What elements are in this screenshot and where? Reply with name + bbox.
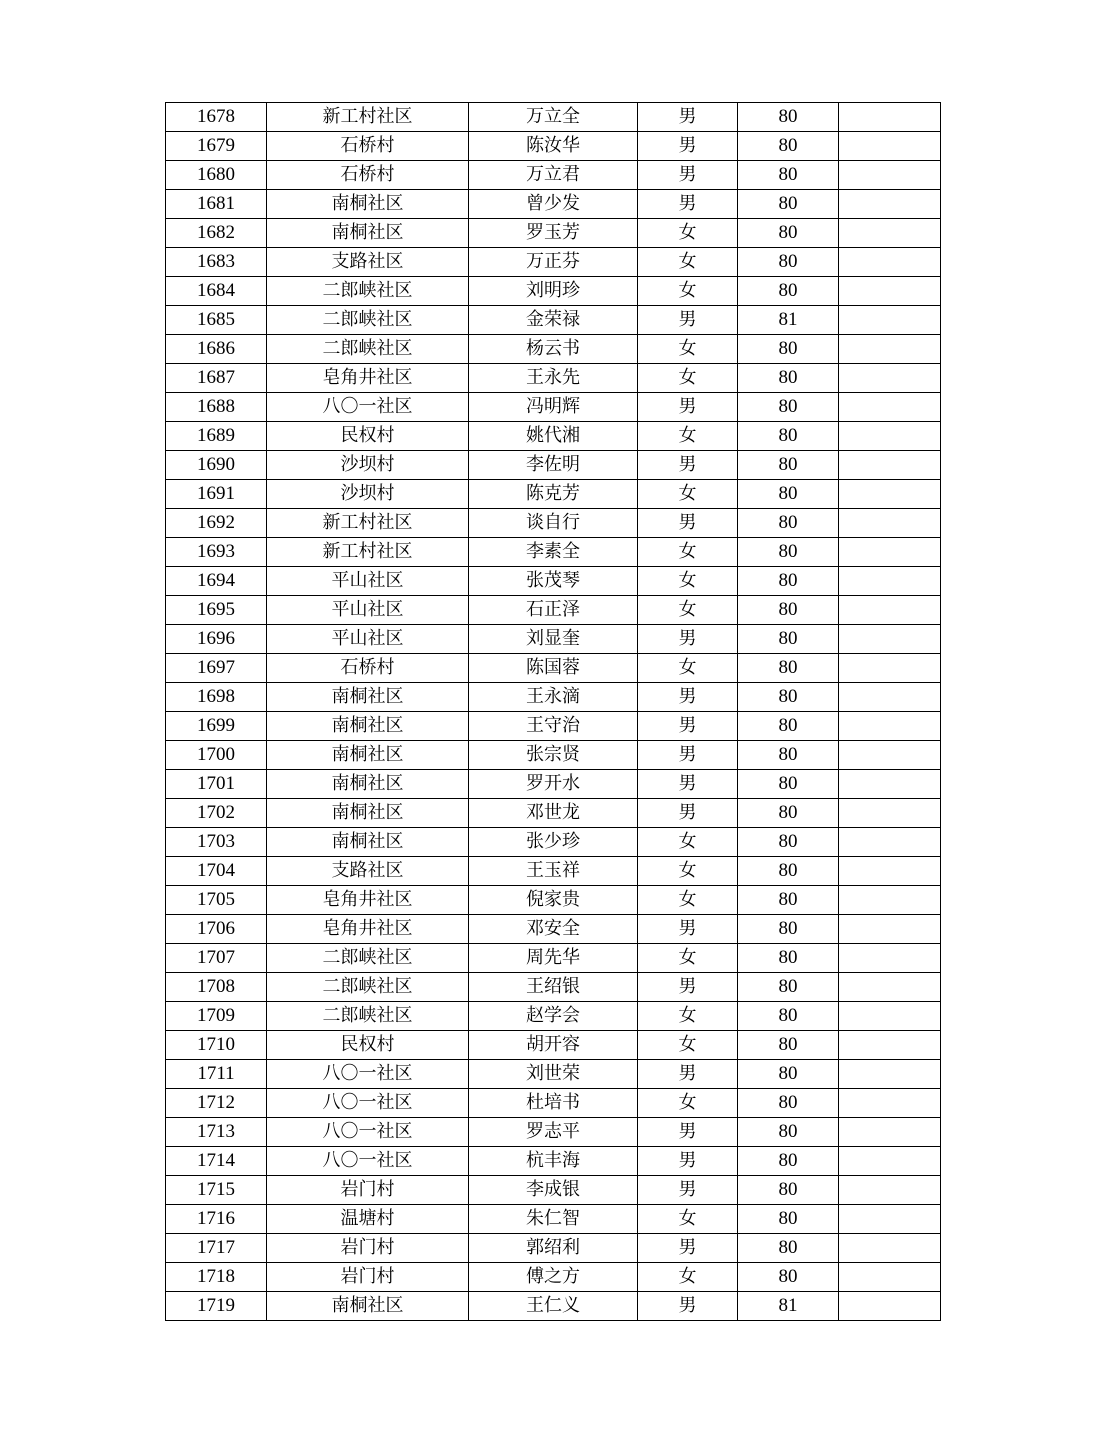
age-cell: 80 xyxy=(738,625,839,654)
table-row xyxy=(166,1176,941,1205)
gender-cell: 男 xyxy=(638,1060,738,1089)
name-cell: 王永先 xyxy=(469,364,638,393)
table-row xyxy=(166,1263,941,1292)
serial-number-cell: 1707 xyxy=(166,944,267,973)
name-cell: 李佐明 xyxy=(469,451,638,480)
name-cell: 罗玉芳 xyxy=(469,219,638,248)
community-cell: 沙坝村 xyxy=(267,451,469,480)
serial-number-cell: 1692 xyxy=(166,509,267,538)
community-cell: 皂角井社区 xyxy=(267,886,469,915)
serial-number-cell: 1686 xyxy=(166,335,267,364)
table-row xyxy=(166,161,941,190)
gender-cell: 女 xyxy=(638,1031,738,1060)
remark-cell xyxy=(839,915,941,944)
gender-cell: 女 xyxy=(638,828,738,857)
age-cell: 80 xyxy=(738,886,839,915)
remark-cell xyxy=(839,103,941,132)
serial-number-cell: 1716 xyxy=(166,1205,267,1234)
table-row xyxy=(166,480,941,509)
age-cell: 80 xyxy=(738,538,839,567)
remark-cell xyxy=(839,364,941,393)
table-row xyxy=(166,741,941,770)
remark-cell xyxy=(839,1089,941,1118)
name-cell: 郭绍利 xyxy=(469,1234,638,1263)
serial-number-cell: 1680 xyxy=(166,161,267,190)
age-cell: 80 xyxy=(738,1118,839,1147)
gender-cell: 男 xyxy=(638,190,738,219)
serial-number-cell: 1701 xyxy=(166,770,267,799)
serial-number-cell: 1717 xyxy=(166,1234,267,1263)
serial-number-cell: 1681 xyxy=(166,190,267,219)
community-cell: 民权村 xyxy=(267,422,469,451)
table-row xyxy=(166,277,941,306)
remark-cell xyxy=(839,596,941,625)
community-cell: 二郎峡社区 xyxy=(267,335,469,364)
table-row xyxy=(166,248,941,277)
gender-cell: 男 xyxy=(638,712,738,741)
remark-cell xyxy=(839,538,941,567)
table-row xyxy=(166,190,941,219)
serial-number-cell: 1711 xyxy=(166,1060,267,1089)
table-row xyxy=(166,770,941,799)
table-row xyxy=(166,1118,941,1147)
age-cell: 80 xyxy=(738,161,839,190)
age-cell: 80 xyxy=(738,364,839,393)
community-cell: 八〇一社区 xyxy=(267,1089,469,1118)
serial-number-cell: 1696 xyxy=(166,625,267,654)
remark-cell xyxy=(839,741,941,770)
roster-table xyxy=(165,102,941,1321)
gender-cell: 女 xyxy=(638,944,738,973)
age-cell: 80 xyxy=(738,654,839,683)
roster-table-body xyxy=(166,103,941,1321)
remark-cell xyxy=(839,1118,941,1147)
community-cell: 支路社区 xyxy=(267,248,469,277)
table-row xyxy=(166,596,941,625)
serial-number-cell: 1714 xyxy=(166,1147,267,1176)
community-cell: 新工村社区 xyxy=(267,509,469,538)
age-cell: 80 xyxy=(738,799,839,828)
community-cell: 石桥村 xyxy=(267,161,469,190)
name-cell: 刘明珍 xyxy=(469,277,638,306)
name-cell: 王玉祥 xyxy=(469,857,638,886)
gender-cell: 男 xyxy=(638,915,738,944)
community-cell: 八〇一社区 xyxy=(267,1060,469,1089)
age-cell: 80 xyxy=(738,712,839,741)
name-cell: 曾少发 xyxy=(469,190,638,219)
serial-number-cell: 1678 xyxy=(166,103,267,132)
gender-cell: 女 xyxy=(638,1263,738,1292)
remark-cell xyxy=(839,161,941,190)
name-cell: 李成银 xyxy=(469,1176,638,1205)
age-cell: 81 xyxy=(738,306,839,335)
community-cell: 岩门村 xyxy=(267,1234,469,1263)
community-cell: 二郎峡社区 xyxy=(267,306,469,335)
community-cell: 石桥村 xyxy=(267,132,469,161)
name-cell: 陈克芳 xyxy=(469,480,638,509)
serial-number-cell: 1700 xyxy=(166,741,267,770)
age-cell: 80 xyxy=(738,219,839,248)
name-cell: 张少珍 xyxy=(469,828,638,857)
remark-cell xyxy=(839,857,941,886)
gender-cell: 男 xyxy=(638,306,738,335)
serial-number-cell: 1698 xyxy=(166,683,267,712)
name-cell: 张宗贤 xyxy=(469,741,638,770)
name-cell: 杭丰海 xyxy=(469,1147,638,1176)
age-cell: 80 xyxy=(738,1205,839,1234)
community-cell: 南桐社区 xyxy=(267,1292,469,1321)
gender-cell: 男 xyxy=(638,132,738,161)
table-row xyxy=(166,1089,941,1118)
table-row xyxy=(166,509,941,538)
name-cell: 胡开容 xyxy=(469,1031,638,1060)
gender-cell: 男 xyxy=(638,1147,738,1176)
remark-cell xyxy=(839,1263,941,1292)
table-row xyxy=(166,451,941,480)
name-cell: 冯明辉 xyxy=(469,393,638,422)
age-cell: 80 xyxy=(738,1263,839,1292)
remark-cell xyxy=(839,625,941,654)
remark-cell xyxy=(839,1292,941,1321)
age-cell: 80 xyxy=(738,857,839,886)
gender-cell: 女 xyxy=(638,335,738,364)
serial-number-cell: 1715 xyxy=(166,1176,267,1205)
community-cell: 二郎峡社区 xyxy=(267,277,469,306)
name-cell: 周先华 xyxy=(469,944,638,973)
remark-cell xyxy=(839,480,941,509)
age-cell: 80 xyxy=(738,1176,839,1205)
serial-number-cell: 1699 xyxy=(166,712,267,741)
gender-cell: 男 xyxy=(638,625,738,654)
age-cell: 80 xyxy=(738,741,839,770)
age-cell: 80 xyxy=(738,1060,839,1089)
name-cell: 李素全 xyxy=(469,538,638,567)
remark-cell xyxy=(839,944,941,973)
community-cell: 皂角井社区 xyxy=(267,915,469,944)
table-row xyxy=(166,1060,941,1089)
age-cell: 80 xyxy=(738,451,839,480)
serial-number-cell: 1683 xyxy=(166,248,267,277)
serial-number-cell: 1704 xyxy=(166,857,267,886)
age-cell: 80 xyxy=(738,1147,839,1176)
community-cell: 二郎峡社区 xyxy=(267,973,469,1002)
gender-cell: 男 xyxy=(638,683,738,712)
serial-number-cell: 1697 xyxy=(166,654,267,683)
table-row xyxy=(166,944,941,973)
table-row xyxy=(166,828,941,857)
gender-cell: 男 xyxy=(638,1292,738,1321)
table-row xyxy=(166,1234,941,1263)
table-row xyxy=(166,1147,941,1176)
table-row xyxy=(166,132,941,161)
community-cell: 二郎峡社区 xyxy=(267,944,469,973)
gender-cell: 男 xyxy=(638,973,738,1002)
remark-cell xyxy=(839,277,941,306)
remark-cell xyxy=(839,1147,941,1176)
age-cell: 80 xyxy=(738,103,839,132)
name-cell: 倪家贵 xyxy=(469,886,638,915)
remark-cell xyxy=(839,393,941,422)
gender-cell: 男 xyxy=(638,393,738,422)
age-cell: 80 xyxy=(738,915,839,944)
community-cell: 八〇一社区 xyxy=(267,393,469,422)
remark-cell xyxy=(839,828,941,857)
table-row xyxy=(166,1031,941,1060)
age-cell: 80 xyxy=(738,422,839,451)
table-row xyxy=(166,1002,941,1031)
table-row xyxy=(166,393,941,422)
remark-cell xyxy=(839,712,941,741)
community-cell: 八〇一社区 xyxy=(267,1147,469,1176)
community-cell: 南桐社区 xyxy=(267,799,469,828)
serial-number-cell: 1685 xyxy=(166,306,267,335)
serial-number-cell: 1688 xyxy=(166,393,267,422)
age-cell: 80 xyxy=(738,567,839,596)
remark-cell xyxy=(839,886,941,915)
name-cell: 杜培书 xyxy=(469,1089,638,1118)
remark-cell xyxy=(839,799,941,828)
serial-number-cell: 1708 xyxy=(166,973,267,1002)
age-cell: 80 xyxy=(738,248,839,277)
table-row xyxy=(166,654,941,683)
serial-number-cell: 1682 xyxy=(166,219,267,248)
community-cell: 平山社区 xyxy=(267,625,469,654)
name-cell: 朱仁智 xyxy=(469,1205,638,1234)
name-cell: 王绍银 xyxy=(469,973,638,1002)
gender-cell: 女 xyxy=(638,364,738,393)
community-cell: 民权村 xyxy=(267,1031,469,1060)
table-row xyxy=(166,683,941,712)
remark-cell xyxy=(839,190,941,219)
table-row xyxy=(166,1292,941,1321)
serial-number-cell: 1706 xyxy=(166,915,267,944)
community-cell: 新工村社区 xyxy=(267,103,469,132)
gender-cell: 女 xyxy=(638,480,738,509)
community-cell: 温塘村 xyxy=(267,1205,469,1234)
gender-cell: 男 xyxy=(638,799,738,828)
name-cell: 邓世龙 xyxy=(469,799,638,828)
serial-number-cell: 1713 xyxy=(166,1118,267,1147)
serial-number-cell: 1703 xyxy=(166,828,267,857)
community-cell: 南桐社区 xyxy=(267,219,469,248)
community-cell: 新工村社区 xyxy=(267,538,469,567)
serial-number-cell: 1719 xyxy=(166,1292,267,1321)
serial-number-cell: 1705 xyxy=(166,886,267,915)
serial-number-cell: 1693 xyxy=(166,538,267,567)
table-row xyxy=(166,973,941,1002)
age-cell: 80 xyxy=(738,828,839,857)
table-row xyxy=(166,712,941,741)
community-cell: 岩门村 xyxy=(267,1176,469,1205)
age-cell: 80 xyxy=(738,973,839,1002)
name-cell: 张茂琴 xyxy=(469,567,638,596)
age-cell: 80 xyxy=(738,480,839,509)
name-cell: 刘世荣 xyxy=(469,1060,638,1089)
table-row xyxy=(166,219,941,248)
name-cell: 罗开水 xyxy=(469,770,638,799)
table-row xyxy=(166,567,941,596)
table-row xyxy=(166,1205,941,1234)
table-row xyxy=(166,857,941,886)
community-cell: 皂角井社区 xyxy=(267,364,469,393)
gender-cell: 男 xyxy=(638,509,738,538)
name-cell: 金荣禄 xyxy=(469,306,638,335)
community-cell: 南桐社区 xyxy=(267,683,469,712)
name-cell: 万立君 xyxy=(469,161,638,190)
serial-number-cell: 1694 xyxy=(166,567,267,596)
community-cell: 南桐社区 xyxy=(267,741,469,770)
community-cell: 南桐社区 xyxy=(267,828,469,857)
gender-cell: 女 xyxy=(638,654,738,683)
community-cell: 石桥村 xyxy=(267,654,469,683)
community-cell: 岩门村 xyxy=(267,1263,469,1292)
remark-cell xyxy=(839,132,941,161)
age-cell: 80 xyxy=(738,1234,839,1263)
serial-number-cell: 1690 xyxy=(166,451,267,480)
gender-cell: 女 xyxy=(638,1089,738,1118)
serial-number-cell: 1709 xyxy=(166,1002,267,1031)
name-cell: 杨云书 xyxy=(469,335,638,364)
name-cell: 王仁义 xyxy=(469,1292,638,1321)
age-cell: 80 xyxy=(738,190,839,219)
gender-cell: 男 xyxy=(638,741,738,770)
gender-cell: 女 xyxy=(638,596,738,625)
gender-cell: 男 xyxy=(638,1118,738,1147)
remark-cell xyxy=(839,1031,941,1060)
remark-cell xyxy=(839,1002,941,1031)
age-cell: 80 xyxy=(738,944,839,973)
gender-cell: 女 xyxy=(638,538,738,567)
table-row xyxy=(166,886,941,915)
gender-cell: 女 xyxy=(638,248,738,277)
name-cell: 姚代湘 xyxy=(469,422,638,451)
table-row xyxy=(166,364,941,393)
name-cell: 罗志平 xyxy=(469,1118,638,1147)
remark-cell xyxy=(839,335,941,364)
community-cell: 八〇一社区 xyxy=(267,1118,469,1147)
community-cell: 南桐社区 xyxy=(267,190,469,219)
remark-cell xyxy=(839,1176,941,1205)
gender-cell: 女 xyxy=(638,1205,738,1234)
serial-number-cell: 1687 xyxy=(166,364,267,393)
table-row xyxy=(166,103,941,132)
remark-cell xyxy=(839,567,941,596)
name-cell: 邓安全 xyxy=(469,915,638,944)
serial-number-cell: 1679 xyxy=(166,132,267,161)
community-cell: 沙坝村 xyxy=(267,480,469,509)
age-cell: 80 xyxy=(738,335,839,364)
community-cell: 二郎峡社区 xyxy=(267,1002,469,1031)
name-cell: 万正芬 xyxy=(469,248,638,277)
age-cell: 80 xyxy=(738,393,839,422)
table-row xyxy=(166,538,941,567)
community-cell: 支路社区 xyxy=(267,857,469,886)
serial-number-cell: 1689 xyxy=(166,422,267,451)
name-cell: 石正泽 xyxy=(469,596,638,625)
remark-cell xyxy=(839,219,941,248)
remark-cell xyxy=(839,306,941,335)
gender-cell: 男 xyxy=(638,1176,738,1205)
serial-number-cell: 1712 xyxy=(166,1089,267,1118)
age-cell: 80 xyxy=(738,509,839,538)
age-cell: 80 xyxy=(738,132,839,161)
serial-number-cell: 1695 xyxy=(166,596,267,625)
remark-cell xyxy=(839,973,941,1002)
name-cell: 王守治 xyxy=(469,712,638,741)
remark-cell xyxy=(839,654,941,683)
remark-cell xyxy=(839,683,941,712)
community-cell: 南桐社区 xyxy=(267,712,469,741)
remark-cell xyxy=(839,422,941,451)
age-cell: 81 xyxy=(738,1292,839,1321)
name-cell: 傅之方 xyxy=(469,1263,638,1292)
age-cell: 80 xyxy=(738,1031,839,1060)
gender-cell: 女 xyxy=(638,857,738,886)
age-cell: 80 xyxy=(738,1089,839,1118)
gender-cell: 女 xyxy=(638,277,738,306)
serial-number-cell: 1684 xyxy=(166,277,267,306)
age-cell: 80 xyxy=(738,1002,839,1031)
gender-cell: 女 xyxy=(638,422,738,451)
gender-cell: 男 xyxy=(638,103,738,132)
gender-cell: 男 xyxy=(638,451,738,480)
gender-cell: 男 xyxy=(638,770,738,799)
gender-cell: 男 xyxy=(638,161,738,190)
name-cell: 王永滴 xyxy=(469,683,638,712)
gender-cell: 女 xyxy=(638,219,738,248)
community-cell: 平山社区 xyxy=(267,596,469,625)
name-cell: 刘显奎 xyxy=(469,625,638,654)
age-cell: 80 xyxy=(738,770,839,799)
table-row xyxy=(166,915,941,944)
name-cell: 陈国蓉 xyxy=(469,654,638,683)
gender-cell: 女 xyxy=(638,886,738,915)
gender-cell: 女 xyxy=(638,1002,738,1031)
remark-cell xyxy=(839,509,941,538)
table-row xyxy=(166,625,941,654)
remark-cell xyxy=(839,451,941,480)
age-cell: 80 xyxy=(738,277,839,306)
table-row xyxy=(166,335,941,364)
remark-cell xyxy=(839,248,941,277)
serial-number-cell: 1691 xyxy=(166,480,267,509)
name-cell: 赵学会 xyxy=(469,1002,638,1031)
serial-number-cell: 1718 xyxy=(166,1263,267,1292)
remark-cell xyxy=(839,1060,941,1089)
age-cell: 80 xyxy=(738,596,839,625)
serial-number-cell: 1710 xyxy=(166,1031,267,1060)
community-cell: 南桐社区 xyxy=(267,770,469,799)
community-cell: 平山社区 xyxy=(267,567,469,596)
remark-cell xyxy=(839,770,941,799)
table-row xyxy=(166,422,941,451)
remark-cell xyxy=(839,1234,941,1263)
remark-cell xyxy=(839,1205,941,1234)
name-cell: 万立全 xyxy=(469,103,638,132)
table-row xyxy=(166,306,941,335)
serial-number-cell: 1702 xyxy=(166,799,267,828)
gender-cell: 男 xyxy=(638,1234,738,1263)
name-cell: 陈汝华 xyxy=(469,132,638,161)
age-cell: 80 xyxy=(738,683,839,712)
gender-cell: 女 xyxy=(638,567,738,596)
name-cell: 谈自行 xyxy=(469,509,638,538)
table-row xyxy=(166,799,941,828)
